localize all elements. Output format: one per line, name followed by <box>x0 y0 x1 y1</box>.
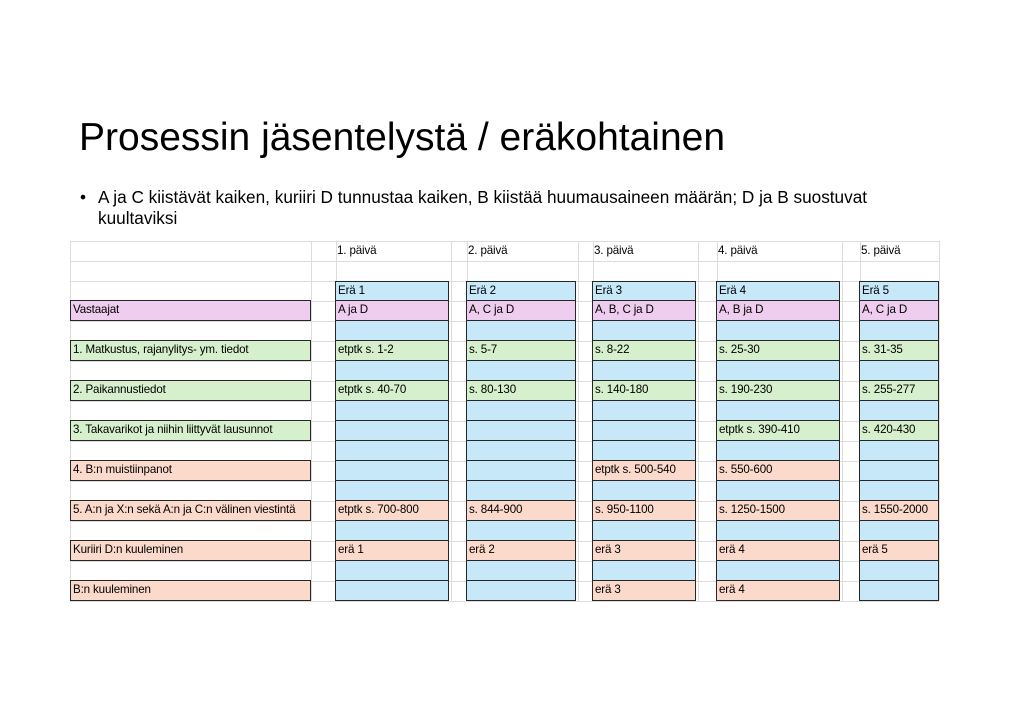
row-label: Kuriiri D:n kuuleminen <box>70 540 311 561</box>
schedule-table <box>70 241 939 601</box>
table-cell: s. 8-22 <box>592 340 696 361</box>
table-cell: etptk s. 1-2 <box>335 340 449 361</box>
table-cell: s. 1250-1500 <box>716 500 840 521</box>
table-cell: s. 844-900 <box>466 500 576 521</box>
table-cell <box>466 460 576 481</box>
table-cell: etptk s. 40-70 <box>335 380 449 401</box>
table-cell: A, B, C ja D <box>592 300 696 321</box>
batch-header: Erä 1 <box>335 281 449 301</box>
bullet-text: A ja C kiistävät kaiken, kuriiri D tunnustaa kaiken, B kiistää huumausaineen määrän; D ja B suostuvat kuultaviksi <box>98 187 868 228</box>
gridline <box>939 241 940 601</box>
table-cell: erä 4 <box>716 540 840 561</box>
table-cell <box>335 420 449 441</box>
batch-header: Erä 2 <box>466 281 576 301</box>
gridline <box>842 241 843 601</box>
table-cell: s. 950-1100 <box>592 500 696 521</box>
row-label: 2. Paikannustiedot <box>70 380 311 401</box>
table-cell <box>335 580 449 601</box>
table-cell: s. 5-7 <box>466 340 576 361</box>
table-cell: A, C ja D <box>466 300 576 321</box>
table-cell: s. 190-230 <box>716 380 840 401</box>
table-cell: s. 550-600 <box>716 460 840 481</box>
batch-header: Erä 5 <box>859 281 939 301</box>
table-cell: etptk s. 390-410 <box>716 420 840 441</box>
gridline <box>311 241 312 601</box>
batch-header: Erä 4 <box>716 281 840 301</box>
table-cell: erä 4 <box>716 580 840 601</box>
bullet-marker: • <box>80 187 87 207</box>
table-cell: erä 2 <box>466 540 576 561</box>
table-cell: s. 25-30 <box>716 340 840 361</box>
batch-header: Erä 3 <box>592 281 696 301</box>
row-label: B:n kuuleminen <box>70 580 311 601</box>
table-cell: erä 1 <box>335 540 449 561</box>
table-cell <box>859 460 939 481</box>
table-cell: A ja D <box>335 300 449 321</box>
table-cell: s. 1550-2000 <box>859 500 939 521</box>
day-header: 3. päivä <box>594 244 634 257</box>
table-cell: s. 255-277 <box>859 380 939 401</box>
gridline <box>70 261 939 262</box>
table-cell: A, B ja D <box>716 300 840 321</box>
gridline <box>70 601 939 602</box>
day-header: 1. päivä <box>337 244 377 257</box>
table-cell: etptk s. 500-540 <box>592 460 696 481</box>
table-cell: etptk s. 700-800 <box>335 500 449 521</box>
table-cell: erä 3 <box>592 580 696 601</box>
row-label: 4. B:n muistiinpanot <box>70 460 311 481</box>
row-label: 3. Takavarikot ja niihin liittyvät lausunnot <box>70 420 311 441</box>
gridline <box>698 241 699 601</box>
row-label: Vastaajat <box>70 300 311 321</box>
table-cell <box>466 420 576 441</box>
table-cell <box>859 580 939 601</box>
table-cell: s. 420-430 <box>859 420 939 441</box>
day-header: 5. päivä <box>861 244 901 257</box>
table-cell: s. 80-130 <box>466 380 576 401</box>
row-label: 5. A:n ja X:n sekä A:n ja C:n välinen viestintä <box>70 500 311 521</box>
row-label: 1. Matkustus, rajanylitys- ym. tiedot <box>70 340 311 361</box>
day-header: 2. päivä <box>468 244 508 257</box>
gridline <box>578 241 579 601</box>
table-cell: A, C ja D <box>859 300 939 321</box>
table-cell <box>335 460 449 481</box>
gridline <box>451 241 452 601</box>
table-cell: erä 5 <box>859 540 939 561</box>
table-cell <box>592 420 696 441</box>
table-cell: s. 31-35 <box>859 340 939 361</box>
table-cell <box>466 580 576 601</box>
slide-title: Prosessin jäsentelystä / eräkohtainen <box>79 116 726 159</box>
table-cell: s. 140-180 <box>592 380 696 401</box>
day-header: 4. päivä <box>718 244 758 257</box>
table-cell: erä 3 <box>592 540 696 561</box>
